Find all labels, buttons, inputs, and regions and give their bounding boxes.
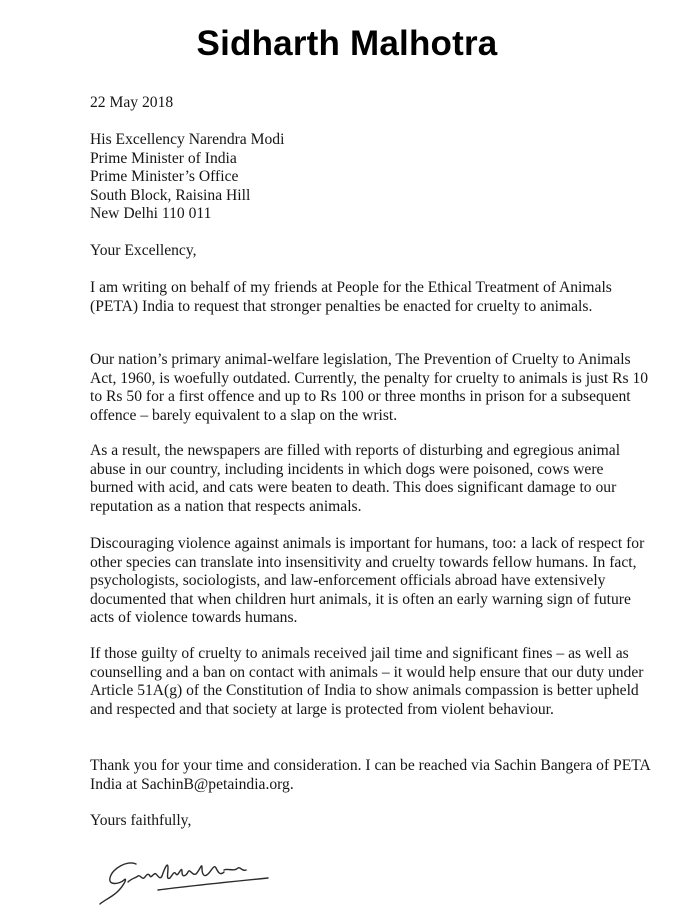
- recipient-line: New Delhi 110 011: [90, 205, 212, 223]
- body-paragraph: Thank you for your time and consideration. I can be reached via Sachin Bangera of PETA India at SachinB@petaindia.org.: [90, 757, 650, 793]
- recipient-line: His Excellency Narendra Modi: [90, 131, 285, 148]
- handwritten-signature-icon: [98, 842, 298, 912]
- body-paragraph: Our nation’s primary animal-welfare legislation, The Prevention of Cruelty to Animals Act, 1960, is woefully outdated. Currently, the penalty for cruelty to animals is just Rs 10 to Rs 50 for a first offence and up to Rs 100 or three months in prison for a subsequent offence – barely equivalent to a slap on the wrist.: [90, 351, 649, 424]
- recipient-address: [90, 131, 284, 224]
- closing: Yours faithfully,: [90, 812, 192, 829]
- body-paragraph: If those guilty of cruelty to animals received jail time and significant fines – as well as counselling and a ban on contact with animals – it would help ensure that our duty under Article 51A(g) of the Constitution of India to show animals compassion is better upheld and respected and that society at large is protected from violent behaviour.: [90, 645, 644, 718]
- recipient-line: Prime Minister of India: [90, 149, 237, 167]
- letter-date: 22 May 2018: [90, 94, 174, 111]
- letterhead-name: Sidharth Malhotra: [196, 24, 498, 63]
- body-paragraph: Discouraging violence against animals is important for humans, too: a lack of respect for other species can translate into insensitivity and cruelty towards fellow humans. In fact, psychologists, sociologists, and law-enforcement officials abroad have extensively documented that when children hurt animals, it is often an early warning sign of future acts of violence towards humans.: [90, 535, 645, 627]
- salutation: Your Excellency,: [90, 242, 197, 259]
- recipient-line: Prime Minister’s Office: [90, 168, 239, 186]
- recipient-line: South Block, Raisina Hill: [90, 186, 251, 204]
- body-paragraph: I am writing on behalf of my friends at People for the Ethical Treatment of Animals (PETA) India to request that stronger penalties be enacted for cruelty to animals.: [90, 279, 612, 315]
- body-paragraph: As a result, the newspapers are filled with reports of disturbing and egregious animal abuse in our country, including incidents in which dogs were poisoned, cows were burned with acid, and cats were beaten to death. This does significant damage to our reputation as a nation that respects animals.: [90, 442, 621, 515]
